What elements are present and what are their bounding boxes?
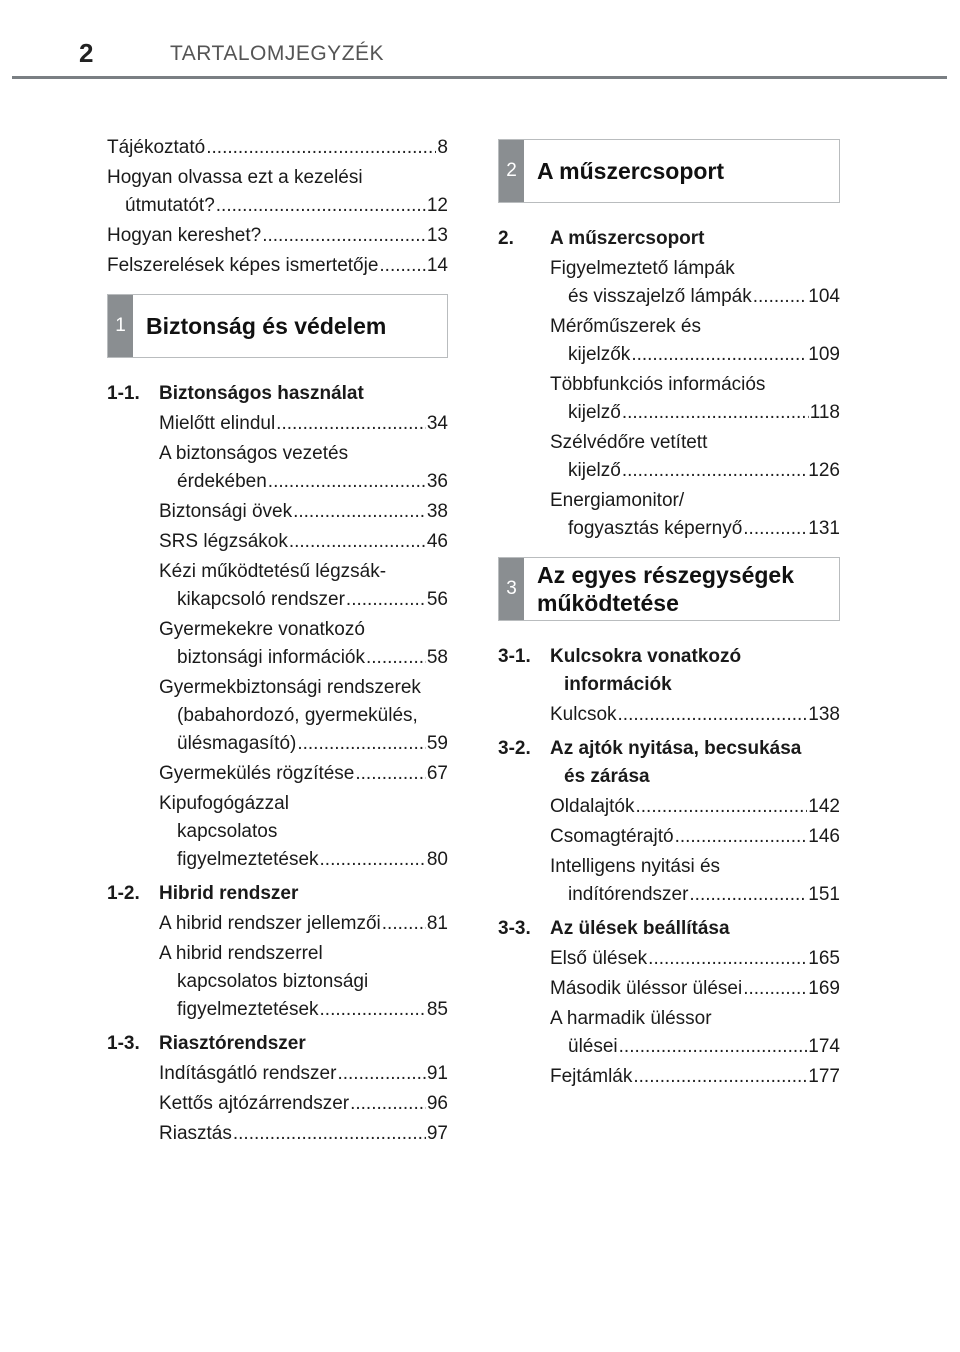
section-title-line: és zárása: [564, 766, 650, 787]
section-title-line: Kulcsokra vonatkozó: [550, 646, 742, 667]
entry-last-line: [159, 846, 448, 874]
dot-leader: [743, 975, 807, 1003]
toc-entry[interactable]: [107, 616, 448, 672]
entry-text-line: figyelmeztetések: [177, 999, 319, 1020]
entry-text-line: Második üléssor ülései: [550, 978, 743, 999]
chapter-heading: [498, 139, 840, 203]
entry-last-line: [550, 457, 840, 485]
section-number: 1-3.: [107, 1033, 140, 1054]
entry-page-number: 14: [426, 255, 448, 276]
section-number: 1-2.: [107, 883, 140, 904]
entry-text-line: Kettős ajtózárrendszer: [159, 1093, 350, 1114]
entry-page-number: 169: [808, 978, 840, 999]
entry-page-number: 36: [426, 471, 448, 492]
section-heading: [498, 643, 840, 699]
entry-text-line: SRS légzsákok: [159, 531, 288, 552]
entry-text-line: figyelmeztetések: [177, 849, 319, 870]
entry-page-number: 8: [437, 137, 448, 158]
section-title-line: Hibrid rendszer: [159, 883, 299, 904]
entry-page-number: 174: [808, 1036, 840, 1057]
dot-leader: [675, 823, 808, 851]
chapter-title-text: [146, 312, 386, 340]
entry-text-line: Csomagtérajtó: [550, 826, 674, 847]
toc-entry[interactable]: [498, 975, 840, 1003]
dot-leader: [206, 134, 436, 162]
section-title-line: Az ajtók nyitása, becsukása: [550, 738, 802, 759]
chapter-title-line: működtetése: [537, 590, 679, 616]
entry-text-line: Szélvédőre vetített: [550, 432, 708, 453]
entry-page-number: 97: [426, 1123, 448, 1144]
entry-page-number: 58: [426, 647, 448, 668]
intro-list: [107, 134, 448, 280]
entry-page-number: 12: [426, 195, 448, 216]
toc-entry[interactable]: [498, 371, 840, 427]
dot-leader: [276, 410, 426, 438]
entry-text-line: A harmadik üléssor: [550, 1008, 712, 1029]
chapter-1-block: [107, 294, 448, 1148]
chapter-3-block: [498, 557, 840, 1091]
entry-text-line: kikapcsoló rendszer: [177, 589, 345, 610]
intro-entry[interactable]: [107, 164, 448, 220]
toc-right-column: [498, 139, 840, 1093]
toc-entry[interactable]: [107, 1090, 448, 1118]
toc-entry[interactable]: [107, 528, 448, 556]
entry-last-line: [550, 1063, 840, 1091]
dot-leader: [633, 1063, 807, 1091]
entry-text-line: A hibrid rendszerrel: [159, 943, 323, 964]
toc-entry[interactable]: [107, 498, 448, 526]
entry-page-number: 81: [426, 913, 448, 934]
entry-text-line: Kulcsok: [550, 704, 617, 725]
entry-text-line: Többfunkciós információs: [550, 374, 766, 395]
dot-leader: [293, 498, 426, 526]
dot-leader: [320, 996, 426, 1024]
dot-leader: [382, 910, 426, 938]
entry-text-line: Figyelmeztető lámpák: [550, 258, 735, 279]
entry-text-line: kijelző: [568, 460, 621, 481]
page-header: [0, 0, 960, 80]
entry-text-line: Oldalajtók: [550, 796, 635, 817]
entry-text-line: útmutatót?: [125, 195, 215, 216]
entry-page-number: 142: [808, 796, 840, 817]
entry-text-line: Hogyan olvassa ezt a kezelési: [107, 167, 363, 188]
chapter-2-block: [498, 139, 840, 543]
dot-leader: [636, 793, 808, 821]
entry-page-number: 131: [808, 518, 840, 539]
entry-page-number: 151: [808, 884, 840, 905]
entry-text-line: Intelligens nyitási és: [550, 856, 721, 877]
entry-page-number: 91: [426, 1063, 448, 1084]
toc-entry[interactable]: [498, 255, 840, 311]
entry-text-line: fogyasztás képernyő: [568, 518, 743, 539]
toc-entry[interactable]: [107, 440, 448, 496]
dot-leader: [350, 1090, 426, 1118]
chapter-heading: [107, 294, 448, 358]
entry-text-line: Kipufogógázzal: [159, 793, 289, 814]
intro-entry[interactable]: [107, 222, 448, 250]
entry-last-line: [159, 528, 448, 556]
section-number: 3-1.: [498, 646, 531, 667]
dot-leader: [631, 341, 807, 369]
toc-entry[interactable]: [107, 674, 448, 758]
chapter-sections: [498, 643, 840, 1091]
section-heading: [498, 915, 840, 943]
toc-entry[interactable]: [498, 487, 840, 543]
section-number: 1-1.: [107, 383, 140, 404]
entry-text-line: Mérőműszerek és: [550, 316, 701, 337]
intro-entry[interactable]: [107, 252, 448, 280]
entry-page-number: 38: [426, 501, 448, 522]
entry-text-line: Tájékoztató: [107, 137, 206, 158]
entry-text-line: kapcsolatos: [177, 821, 278, 842]
entry-text-line: A biztonságos vezetés: [159, 443, 349, 464]
entry-last-line: [159, 498, 448, 526]
section-title-line: A műszercsoport: [550, 228, 705, 249]
entry-last-line: [550, 701, 840, 729]
page-title: TARTALOMJEGYZÉK: [170, 42, 385, 65]
chapter-title-line: A műszercsoport: [537, 158, 725, 184]
section-title-line: információk: [564, 674, 672, 695]
section-title-line: Biztonságos használat: [159, 383, 364, 404]
entry-text-line: A hibrid rendszer jellemzői: [159, 913, 381, 934]
entry-page-number: 13: [426, 225, 448, 246]
entry-last-line: [550, 945, 840, 973]
entry-text-line: Hogyan kereshet?: [107, 225, 262, 246]
entry-text-line: Riasztás: [159, 1123, 232, 1144]
toc-entry[interactable]: [107, 940, 448, 1024]
chapter-title-line: Biztonság és védelem: [146, 313, 387, 339]
entry-last-line: [159, 468, 448, 496]
entry-last-line: [107, 252, 448, 280]
entry-text-line: kapcsolatos biztonsági: [177, 971, 369, 992]
chapter-title: [537, 558, 794, 620]
toc-entry[interactable]: [107, 410, 448, 438]
entry-last-line: [159, 910, 448, 938]
entry-text-line: indítórendszer: [568, 884, 689, 905]
dot-leader: [366, 644, 426, 672]
entry-page-number: 85: [426, 999, 448, 1020]
toc-entry[interactable]: [498, 823, 840, 851]
section-title: [550, 643, 741, 699]
entry-page-number: 165: [808, 948, 840, 969]
entry-last-line: [550, 515, 840, 543]
toc-entry[interactable]: [107, 1120, 448, 1148]
chapter-heading: [498, 557, 840, 621]
entry-text-line: Felszerelések képes ismertetője: [107, 255, 379, 276]
entry-last-line: [107, 222, 448, 250]
entry-page-number: 109: [808, 344, 840, 365]
dot-leader: [262, 222, 426, 250]
entry-page-number: 80: [426, 849, 448, 870]
chapter-title-text: [537, 157, 724, 185]
toc-entry[interactable]: [107, 790, 448, 874]
dot-leader: [622, 399, 809, 427]
entry-page-number: 126: [808, 460, 840, 481]
section-title: [550, 735, 801, 791]
chapter-sections: [107, 380, 448, 1148]
section-heading: [498, 225, 840, 253]
section-heading: [107, 1030, 448, 1058]
chapter-number-tab: 2: [499, 140, 524, 202]
toc-left-column: [107, 134, 448, 1150]
chapter-title: [146, 295, 386, 357]
entry-text-line: érdekében: [177, 471, 267, 492]
entry-text-line: Első ülések: [550, 948, 648, 969]
chapter-title-text: [537, 561, 794, 617]
dot-leader: [289, 528, 426, 556]
section-title: [159, 1030, 306, 1058]
chapter-title-line: Az egyes részegységek: [537, 562, 794, 588]
page-number: 2: [79, 38, 94, 68]
dot-leader: [346, 586, 426, 614]
entry-page-number: 56: [426, 589, 448, 610]
intro-entry[interactable]: [107, 134, 448, 162]
entry-last-line: [159, 1120, 448, 1148]
entry-page-number: 138: [808, 704, 840, 725]
chapter-title: [537, 140, 724, 202]
entry-last-line: [159, 996, 448, 1024]
dot-leader: [320, 846, 426, 874]
entry-last-line: [550, 793, 840, 821]
entry-page-number: 67: [426, 763, 448, 784]
dot-leader: [379, 252, 425, 280]
dot-leader: [622, 457, 807, 485]
entry-page-number: 118: [809, 402, 840, 423]
toc-entry[interactable]: [498, 701, 840, 729]
chapter-number-tab: 1: [108, 295, 133, 357]
entry-last-line: [550, 341, 840, 369]
section-number: 2.: [498, 228, 514, 249]
entry-text-line: Gyermekülés rögzítése: [159, 763, 355, 784]
chapter-sections: [498, 225, 840, 543]
toc-entry[interactable]: [498, 853, 840, 909]
entry-last-line: [159, 1060, 448, 1088]
entry-text-line: kijelző: [568, 402, 621, 423]
section-heading: [498, 735, 840, 791]
section-heading: [107, 380, 448, 408]
entry-text-line: Mielőtt elindul: [159, 413, 276, 434]
section-title: [550, 915, 730, 943]
section-title: [159, 380, 364, 408]
entry-last-line: [550, 823, 840, 851]
entry-page-number: 46: [426, 531, 448, 552]
entry-page-number: 34: [426, 413, 448, 434]
dot-leader: [268, 468, 426, 496]
section-heading: [107, 880, 448, 908]
dot-leader: [753, 283, 808, 311]
entry-page-number: 177: [808, 1066, 840, 1087]
toc-entry[interactable]: [498, 313, 840, 369]
toc-entry[interactable]: [498, 945, 840, 973]
entry-last-line: [550, 1033, 840, 1061]
chapter-number-tab: 3: [499, 558, 524, 620]
entry-last-line: [107, 192, 448, 220]
dot-leader: [216, 192, 426, 220]
entry-text-line: ülésmagasító): [177, 733, 297, 754]
toc-entry[interactable]: [107, 558, 448, 614]
header-divider: [12, 76, 947, 79]
toc-entry[interactable]: [107, 910, 448, 938]
entry-page-number: 59: [426, 733, 448, 754]
entry-page-number: 104: [808, 286, 840, 307]
toc-entry[interactable]: [498, 1063, 840, 1091]
dot-leader: [743, 515, 807, 543]
entry-last-line: [159, 644, 448, 672]
dot-leader: [618, 701, 808, 729]
toc-entry[interactable]: [107, 760, 448, 788]
dot-leader: [297, 730, 426, 758]
entry-last-line: [159, 410, 448, 438]
entry-last-line: [550, 283, 840, 311]
entry-text-line: biztonsági információk: [177, 647, 365, 668]
section-title-line: Riasztórendszer: [159, 1033, 306, 1054]
toc-entry[interactable]: [107, 1060, 448, 1088]
entry-last-line: [159, 760, 448, 788]
entry-last-line: [550, 975, 840, 1003]
entry-text-line: Fejtámlák: [550, 1066, 633, 1087]
section-number: 3-3.: [498, 918, 531, 939]
entry-page-number: 96: [426, 1093, 448, 1114]
entry-text-line: kijelzők: [568, 344, 631, 365]
entry-text-line: ülései: [568, 1036, 618, 1057]
entry-text-line: Energiamonitor/: [550, 490, 685, 511]
dot-leader: [648, 945, 807, 973]
entry-last-line: [550, 881, 840, 909]
entry-text-line: Gyermekbiztonsági rendszerek: [159, 677, 421, 698]
dot-leader: [355, 760, 426, 788]
entry-page-number: 146: [808, 826, 840, 847]
toc-entry[interactable]: [498, 1005, 840, 1061]
dot-leader: [233, 1120, 426, 1148]
dot-leader: [689, 881, 807, 909]
toc-entry[interactable]: [498, 793, 840, 821]
entry-text-line: Biztonsági övek: [159, 501, 293, 522]
entry-text-line: Gyermekekre vonatkozó: [159, 619, 365, 640]
entry-last-line: [159, 730, 448, 758]
dot-leader: [619, 1033, 808, 1061]
toc-entry[interactable]: [498, 429, 840, 485]
entry-text-line: Indításgátló rendszer: [159, 1063, 337, 1084]
dot-leader: [337, 1060, 425, 1088]
entry-last-line: [159, 1090, 448, 1118]
section-number: 3-2.: [498, 738, 531, 759]
section-title: [550, 225, 705, 253]
entry-text-line: (babahordozó, gyermekülés,: [177, 705, 418, 726]
entry-last-line: [550, 399, 840, 427]
entry-text-line: és visszajelző lámpák: [568, 286, 752, 307]
entry-last-line: [107, 134, 448, 162]
section-title-line: Az ülések beállítása: [550, 918, 730, 939]
entry-last-line: [159, 586, 448, 614]
entry-text-line: Kézi működtetésű légzsák-: [159, 561, 387, 582]
section-title: [159, 880, 298, 908]
